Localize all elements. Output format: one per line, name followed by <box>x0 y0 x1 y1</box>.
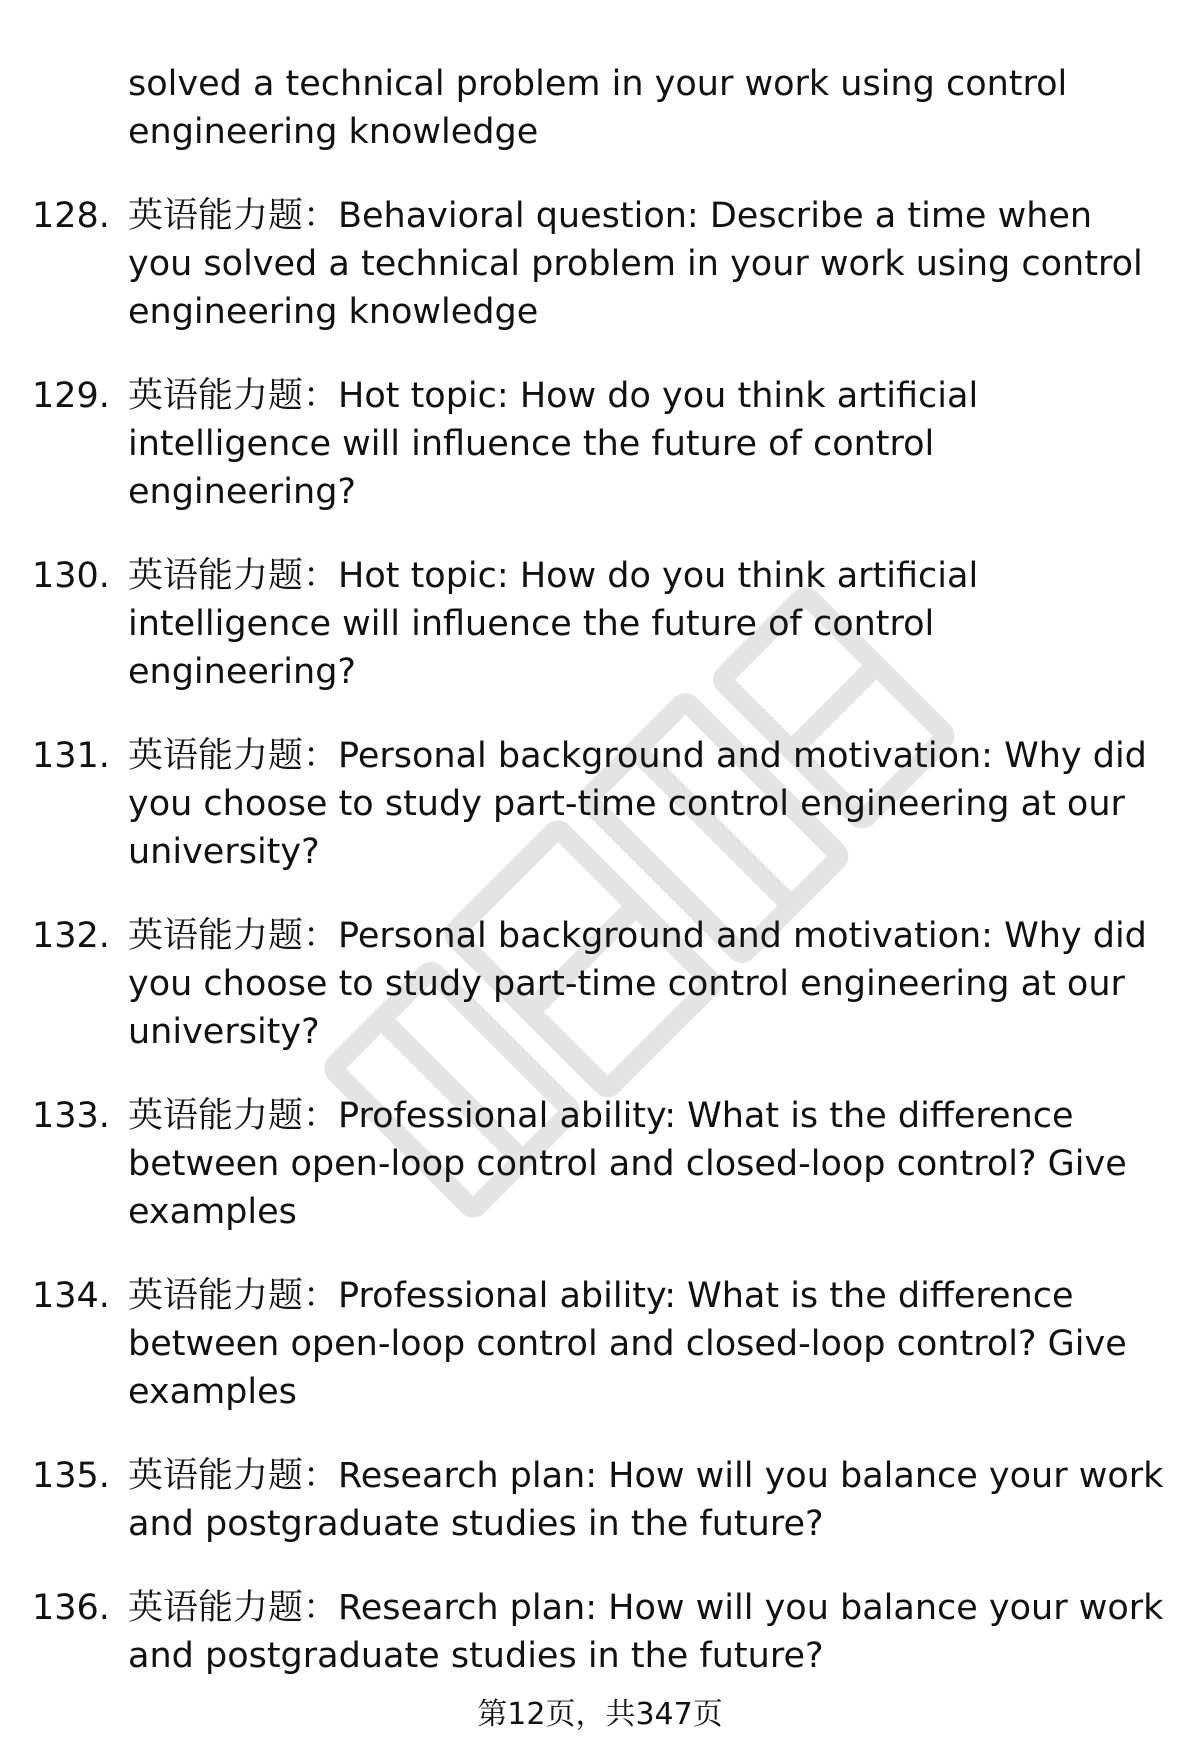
question-number: 136. <box>32 1588 110 1628</box>
question-text: 英语能力题：Research plan: How will you balance your work and postgraduate studies in the future? <box>128 1456 1164 1544</box>
question-number: 128. <box>32 196 110 236</box>
question-number: 129. <box>32 376 110 416</box>
list-item <box>32 552 1172 696</box>
list-item <box>32 732 1172 876</box>
question-list <box>32 60 1172 1716</box>
question-number: 131. <box>32 736 110 776</box>
question-number: 135. <box>32 1456 110 1496</box>
question-number: 133. <box>32 1096 110 1136</box>
question-number: 134. <box>32 1276 110 1316</box>
list-item <box>32 912 1172 1056</box>
list-item <box>32 1452 1172 1548</box>
question-number: 132. <box>32 916 110 956</box>
question-text: 英语能力题：Personal background and motivation: Why did you choose to study part-time control engineering at our university? <box>128 736 1147 872</box>
question-text: 英语能力题：Hot topic: How do you think artificial intelligence will influence the future of control engineering? <box>128 376 979 512</box>
list-item-continuation <box>32 60 1172 156</box>
question-text: 英语能力题：Professional ability: What is the difference between open-loop control and closed-loop control? Give examples <box>128 1096 1127 1232</box>
question-text: 英语能力题：Personal background and motivation: Why did you choose to study part-time control engineering at our university? <box>128 916 1147 1052</box>
question-text: 英语能力题：Professional ability: What is the difference between open-loop control and closed-loop control? Give examples <box>128 1276 1127 1412</box>
list-item <box>32 1092 1172 1236</box>
question-text: 英语能力题：Research plan: How will you balance your work and postgraduate studies in the future? <box>128 1588 1164 1676</box>
list-item <box>32 192 1172 336</box>
question-text: 英语能力题：Hot topic: How do you think artificial intelligence will influence the future of control engineering? <box>128 556 979 692</box>
question-text: 英语能力题：Behavioral question: Describe a time when you solved a technical problem in your work using control engineering knowledge <box>128 196 1143 332</box>
page-footer: 第12页，共347页 <box>477 1697 723 1732</box>
question-number: 130. <box>32 556 110 596</box>
list-item <box>32 1584 1172 1680</box>
question-text: solved a technical problem in your work using control engineering knowledge <box>128 64 1068 152</box>
list-item <box>32 1272 1172 1416</box>
list-item <box>32 372 1172 516</box>
